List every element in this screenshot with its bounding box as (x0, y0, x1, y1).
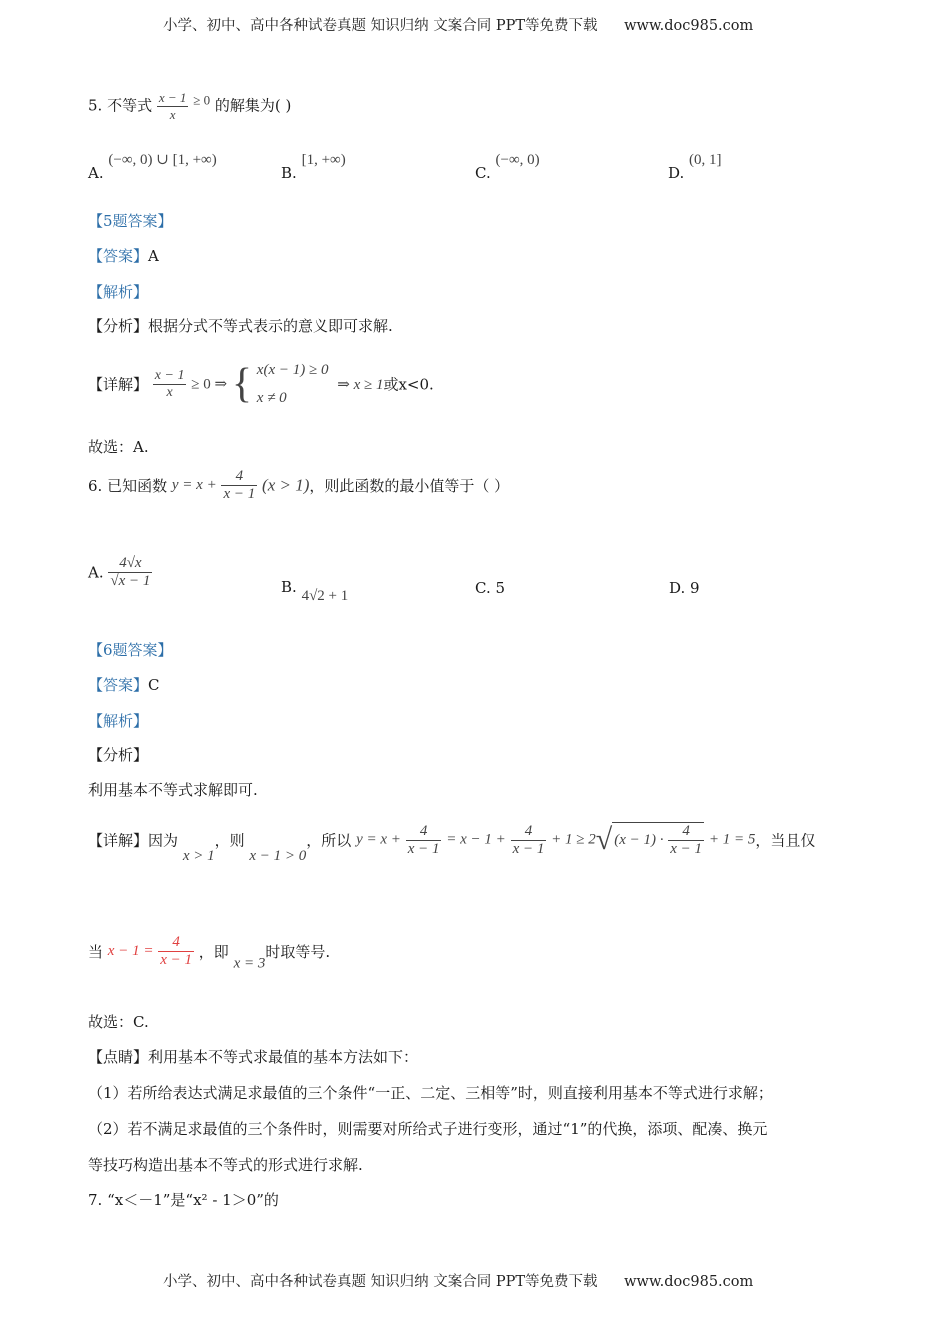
q5-suffix: 的解集为( ) (214, 96, 292, 115)
q5-prefix: 5. 不等式 (88, 96, 153, 115)
dianjing-tag: 【点睛】 (88, 1048, 149, 1066)
q6-stem (88, 468, 509, 503)
q5-fraction (157, 90, 189, 123)
detail-m3b: = x − 1 + (446, 831, 506, 848)
answer-value: C (148, 676, 160, 694)
option-math: [1, +∞) (301, 152, 346, 168)
q6-fenxi-tag: 【分析】 (88, 746, 149, 764)
option-label: B. (281, 164, 297, 182)
eq-x: x = 3 (233, 955, 266, 972)
q5-option-d[interactable] (668, 150, 722, 182)
q6-detail (88, 822, 815, 865)
q6-func-lhs: y = x + (171, 477, 217, 493)
frac-den: √x − 1 (110, 573, 151, 589)
q6-point-1: （1）若所给表达式满足求最值的三个条件“一正、二定、三相等”时，则直接利用基本不等式进行求解； (88, 1084, 773, 1102)
detail-only: ，当且仅 (755, 831, 816, 850)
detail-frac-2 (511, 823, 547, 858)
detail-tag: 【详解】 (88, 831, 149, 850)
eq-fraction (158, 934, 194, 969)
option-label: B. (281, 578, 297, 596)
q6-prefix: 6. 已知函数 (88, 477, 168, 495)
frac-den: x − 1 (160, 952, 193, 968)
frac-num: x − 1 (154, 367, 185, 383)
option-label: A. (88, 563, 104, 582)
q6-point-2b: 等技巧构造出基本不等式的形式进行求解. (88, 1156, 363, 1174)
q6-analysis-heading: 【解析】 (88, 712, 149, 730)
option-label: A. (88, 164, 104, 182)
answer-value: A (148, 247, 159, 265)
q6-fenxi-text: 利用基本不等式求解即可. (88, 781, 258, 799)
frac-num: 4 (524, 822, 533, 839)
frac-num: 4 (235, 468, 244, 484)
q5-detail (88, 356, 434, 412)
q6-option-d[interactable]: D. 9 (669, 579, 700, 597)
q5-answer-heading: 【5题答案】 (88, 212, 173, 230)
header-url[interactable]: www.doc985.com (624, 18, 754, 34)
q6-conclusion: 故选：C. (88, 1013, 149, 1031)
q5-frac-den: x (157, 106, 189, 123)
sqrt-body (612, 822, 704, 858)
frac-den: x − 1 (407, 840, 440, 857)
frac-den: x − 1 (512, 840, 545, 857)
dianjing-text: 利用基本不等式求最值的基本方法如下： (148, 1048, 419, 1066)
detail-then: ，则 (214, 831, 245, 850)
detail-tag: 【详解】 (88, 375, 149, 394)
sqrt-term: (x − 1) · (614, 832, 664, 848)
option-a-fraction (108, 555, 152, 590)
q5-frac-num: x − 1 (158, 90, 187, 105)
q5-fenxi (88, 315, 393, 336)
case-2: x ≠ 0 (256, 390, 287, 406)
q6-answer-heading: 【6题答案】 (88, 641, 173, 659)
fenxi-tag: 【分析】 (88, 317, 149, 335)
case-1: x(x − 1) ≥ 0 (256, 362, 329, 378)
q6-dianjing (88, 1046, 418, 1067)
q6-func-cond: (x > 1) (262, 475, 310, 495)
detail-frac-1 (406, 823, 442, 858)
footer-url[interactable]: www.doc985.com (624, 1274, 754, 1290)
q6-equality (88, 934, 330, 973)
detail-m3c: + 1 ≥ 2 (551, 831, 596, 848)
system-brace: { (231, 361, 253, 407)
option-math: (−∞, 0) ∪ [1, +∞) (108, 152, 217, 168)
page-header (163, 14, 753, 35)
q6-func-fraction (221, 468, 257, 503)
frac-num: 4 (172, 934, 180, 950)
frac-den: x − 1 (670, 841, 703, 857)
option-label: D. (668, 164, 685, 182)
eq-lhs: x − 1 = (107, 943, 154, 959)
detail-rel: ≥ 0 ⇒ (191, 376, 228, 393)
frac-num: 4 (419, 822, 428, 839)
detail-frac-3 (668, 823, 704, 858)
eq-tail: 时取等号. (265, 943, 331, 961)
detail-so: ，所以 (306, 831, 352, 850)
frac-num: 4 (682, 823, 690, 839)
case-system (257, 356, 329, 412)
option-label: C. (475, 164, 491, 182)
q6-option-a[interactable] (88, 555, 152, 590)
q6-suffix: ，则此函数的最小值等于（ ） (309, 477, 510, 495)
option-math: (−∞, 0) (495, 152, 540, 168)
sqrt-symbol: √ (595, 823, 613, 856)
q5-detail-fraction (153, 368, 187, 401)
option-math: (0, 1] (689, 152, 722, 168)
detail-m2: x − 1 > 0 (249, 848, 307, 864)
q6-point-2a: （2）若不满足求最值的三个条件时，则需要对所给式子进行变形，通过“1”的代换，添项、配凑、换元 (88, 1120, 768, 1138)
answer-tag: 【答案】 (88, 676, 149, 694)
q5-rel: ≥ 0 (193, 92, 211, 108)
q5-stem (88, 90, 291, 123)
detail-m3a: y = x + (356, 831, 401, 848)
q7-stem: 7. “x＜－1”是“x² - 1＞0”的 (88, 1191, 279, 1209)
answer-tag: 【答案】 (88, 247, 149, 265)
eq-when: 当 (88, 943, 104, 961)
q6-answer (88, 674, 160, 695)
detail-because: 因为 (148, 831, 179, 850)
detail-tail: 或x<0. (383, 375, 434, 394)
q6-option-b[interactable] (281, 578, 348, 605)
frac-den: x (153, 384, 187, 401)
q5-answer (88, 245, 159, 266)
q6-option-c[interactable]: C. 5 (475, 579, 506, 597)
q5-analysis-heading: 【解析】 (88, 283, 149, 301)
fenxi-text: 根据分式不等式表示的意义即可求解. (148, 317, 393, 335)
frac-num: 4√x (119, 555, 142, 571)
detail-m1: x > 1 (182, 848, 215, 864)
footer-text: 小学、初中、高中各种试卷真题 知识归纳 文案合同 PPT等免费下载 (163, 1274, 598, 1290)
eq-ie: ，即 (198, 943, 229, 961)
q5-option-a[interactable] (88, 150, 217, 182)
q5-conclusion: 故选：A. (88, 438, 149, 456)
q5-option-c[interactable] (475, 150, 540, 182)
detail-result: ⇒ x ≥ 1 (337, 376, 384, 393)
option-math: 4√2 + 1 (301, 588, 349, 604)
page-footer (163, 1270, 753, 1291)
header-text: 小学、初中、高中各种试卷真题 知识归纳 文案合同 PPT等免费下载 (163, 18, 598, 34)
frac-den: x − 1 (223, 486, 256, 502)
detail-m3d: + 1 = 5 (708, 831, 756, 848)
q5-option-b[interactable] (281, 150, 346, 182)
